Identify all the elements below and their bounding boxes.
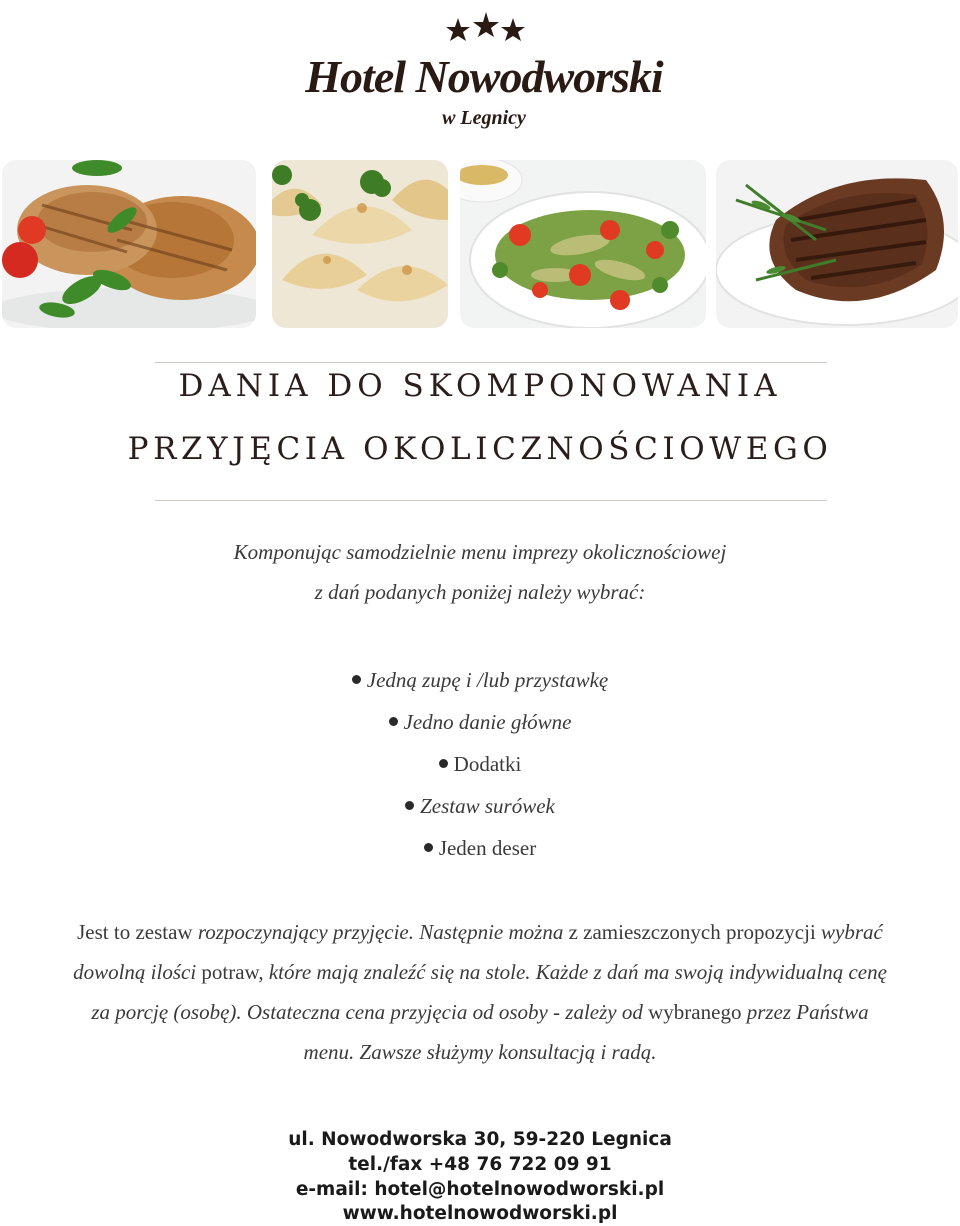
food-photo-strip	[0, 160, 960, 328]
bullet-icon	[424, 843, 433, 852]
list-item: Jeden deser	[0, 830, 960, 872]
contact-website[interactable]: www.hotelnowodworski.pl	[342, 1203, 618, 1224]
contact-address: ul. Nowodworska 30, 59-220 Legnica	[288, 1129, 672, 1150]
star-icon	[446, 18, 470, 41]
logo-wordmark: Hotel Nowodworski	[305, 51, 663, 102]
grilled-steak-photo	[716, 160, 958, 328]
hotel-logo	[0, 6, 960, 136]
pierogi-photo	[272, 160, 448, 328]
description-paragraph: Jest to zestaw rozpoczynający przyjęcie. Następnie można z zamieszczonych propozycji wybrać dowolną ilości potraw, które mają znaleźć się na stole. Każde z dań ma swoją indywidualną cenę za porcję (osobę). Ostateczna cena przyjęcia od osoby - zależy od wybranego przez Państwa menu. Zawsze służymy konsultacją i radą.	[73, 920, 887, 1064]
contact-email[interactable]: e-mail: hotel@hotelnowodworski.pl	[295, 1179, 665, 1200]
star-icon	[473, 12, 499, 37]
bottom-divider	[155, 500, 827, 501]
choices-list	[0, 662, 960, 872]
list-item: Jedną zupę i /lub przystawkę	[0, 662, 960, 704]
grilled-chicken-photo	[2, 160, 256, 328]
bullet-icon	[439, 759, 448, 768]
page-title-line-2: PRZYJĘCIA OKOLICZNOŚCIOWEGO	[127, 431, 833, 467]
top-divider	[155, 362, 827, 363]
intro-line-2: z dań podanych poniżej należy wybrać:	[314, 580, 646, 604]
bullet-icon	[389, 717, 398, 726]
list-item: Zestaw surówek	[0, 788, 960, 830]
intro-line-1: Komponując samodzielnie menu imprezy okolicznościowej	[233, 540, 727, 564]
logo-subtitle: w Legnicy	[442, 107, 526, 129]
bullet-icon	[405, 801, 414, 810]
grilled-vegetable-salad-photo	[460, 160, 706, 328]
page-title-line-1: DANIA DO SKOMPONOWANIA	[178, 368, 782, 404]
bullet-icon	[352, 675, 361, 684]
list-item: Dodatki	[0, 746, 960, 788]
contact-phone: tel./fax +48 76 722 09 91	[348, 1154, 612, 1175]
list-item: Jedno danie główne	[0, 704, 960, 746]
star-icon	[501, 18, 525, 41]
